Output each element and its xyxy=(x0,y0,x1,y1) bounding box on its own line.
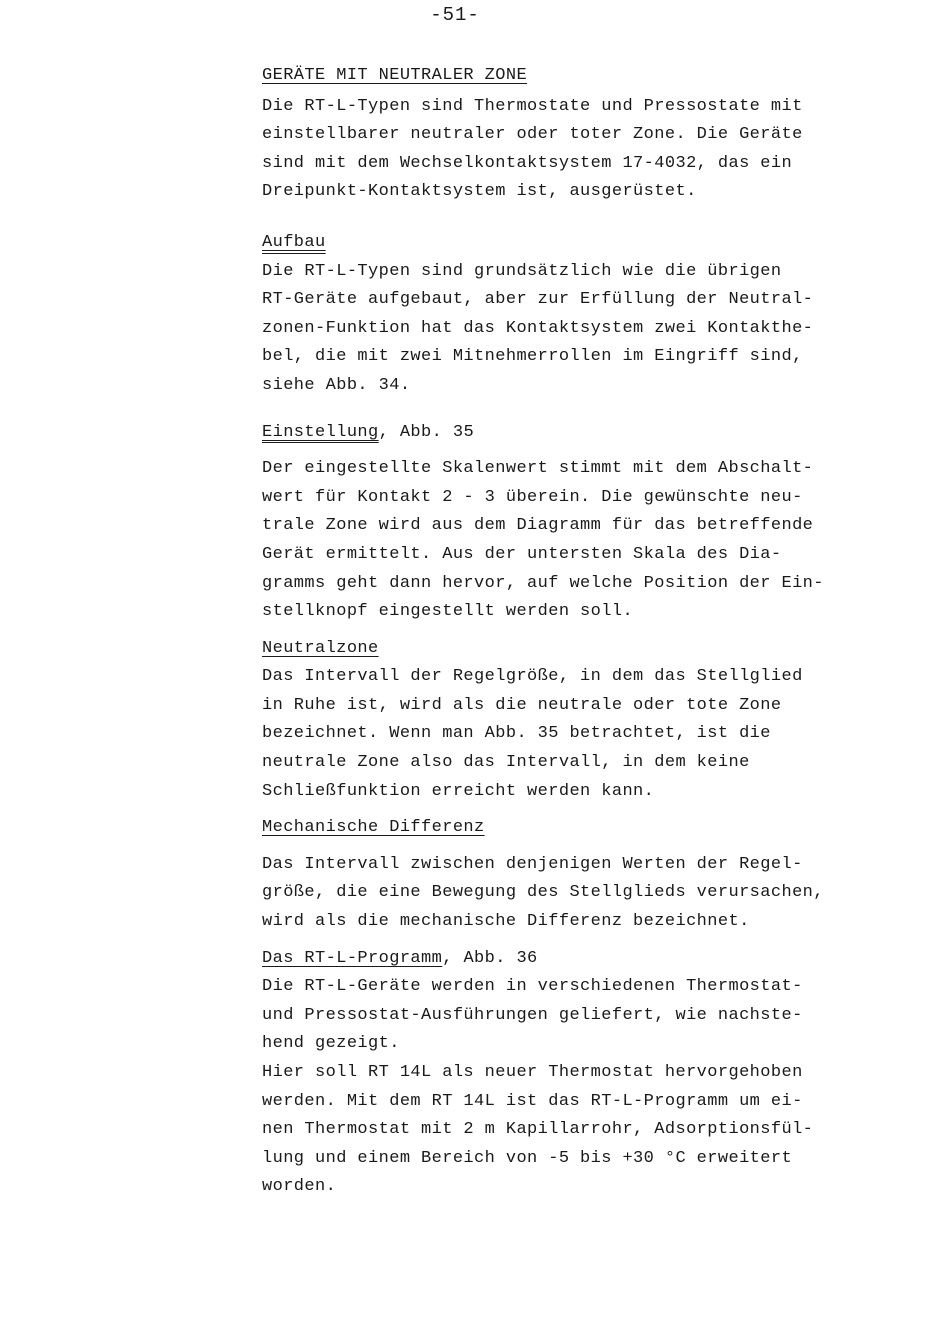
section-mechanische-differenz-heading-row xyxy=(262,814,912,843)
section-aufbau-heading-row xyxy=(262,229,912,258)
document-body xyxy=(262,62,912,1202)
section-neutralzone-paragraph: Das Intervall der Regelgröße, in dem das Stellglied in Ruhe ist, wird als die neutrale oder tote Zone bezeichnet. Wenn man Abb. 35 betrachtet, ist die neutrale Zone also das Intervall, in dem keine Schließfunktion erreicht werden kann. xyxy=(262,667,803,801)
section-programm-paragraph: Die RT-L-Geräte werden in verschiedenen Thermostat- und Pressostat-Ausführungen geliefert, wie nachste- hend gezeigt. Hier soll RT 14L als neuer Thermostat hervorgehoben werden. Mit dem RT 14L ist das RT-L-Programm um ei- nen Thermostat mit 2 m Kapillarrohr, Adsorptionsfül- lung und einem Bereich von -5 bis +30 °C erweitert worden. xyxy=(262,977,814,1197)
section-einstellung-heading: Einstellung xyxy=(262,422,379,442)
section-mechanische-differenz-heading: Mechanische Differenz xyxy=(262,818,485,838)
section-einstellung-heading-row xyxy=(262,419,912,448)
section-mechanische-differenz-paragraph: Das Intervall zwischen denjenigen Werten der Regel- größe, die eine Bewegung des Stellglieds verursachen, wird als die mechanische Differenz bezeichnet. xyxy=(262,854,824,932)
section-programm-heading-row xyxy=(262,945,912,974)
section-programm-heading-suffix: , Abb. 36 xyxy=(442,948,538,968)
page-number: -51- xyxy=(430,4,480,26)
section-programm-heading: Das RT-L-Programm xyxy=(262,948,443,968)
section-title-paragraph: Die RT-L-Typen sind Thermostate und Pressostate mit einstellbarer neutraler oder toter Zone. Die Geräte sind mit dem Wechselkontaktsystem 17-4032, das ein Dreipunkt-Kontaktsystem ist, ausgerüstet. xyxy=(262,96,803,202)
section-title-heading: GERÄTE MIT NEUTRALER ZONE xyxy=(262,66,528,85)
section-einstellung-heading-suffix: , Abb. 35 xyxy=(378,422,475,442)
section-aufbau-heading: Aufbau xyxy=(262,232,326,252)
section-neutralzone-heading-row xyxy=(262,635,912,664)
section-aufbau-paragraph: Die RT-L-Typen sind grundsätzlich wie die übrigen RT-Geräte aufgebaut, aber zur Erfüllung der Neutral- zonen-Funktion hat das Kontaktsystem zwei Kontakthe- bel, die mit zwei Mitnehmerrollen im Eingriff sind, siehe Abb. 34. xyxy=(262,261,814,395)
section-neutralzone-heading: Neutralzone xyxy=(262,638,379,658)
section-einstellung-paragraph: Der eingestellte Skalenwert stimmt mit dem Abschalt- wert für Kontakt 2 - 3 überein. Die gewünschte neu- trale Zone wird aus dem Diagramm für das betreffende Gerät ermittelt. Aus der untersten Skala des Dia- gramms geht dann hervor, auf welche Position der Ein- stellknopf eingestellt werden soll. xyxy=(262,459,824,622)
section-title-heading-row xyxy=(262,62,912,91)
